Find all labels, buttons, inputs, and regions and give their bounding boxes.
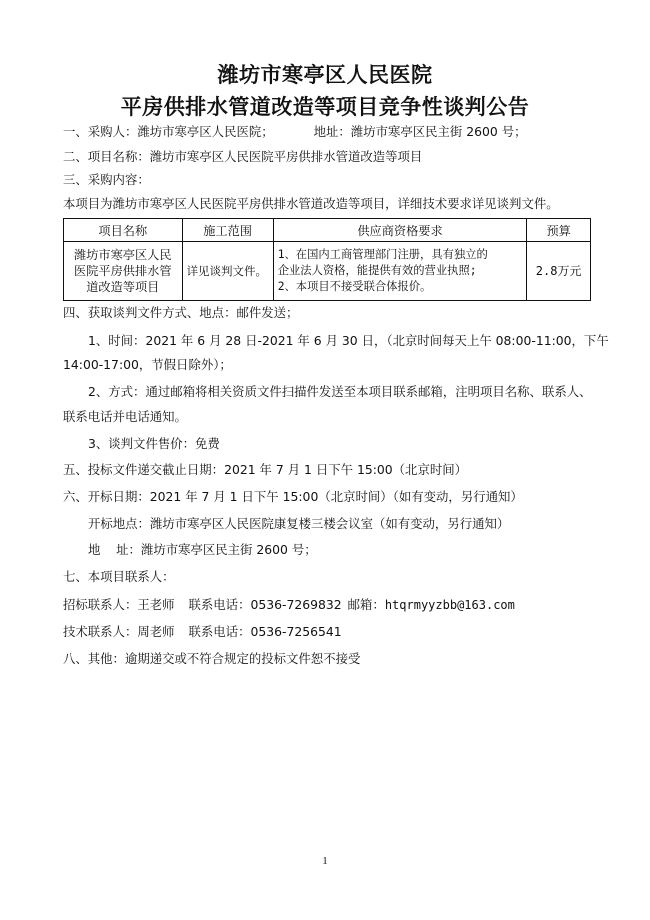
table-header: 供应商资格要求	[273, 219, 527, 242]
requirement-line: 1、在国内工商管理部门注册，具有独立的	[277, 248, 488, 261]
project-intro: 本项目为潍坊市寒亭区人民医院平房供排水管道改造等项目，详细技术要求详见谈判文件。	[63, 196, 559, 211]
table-header-row	[64, 219, 591, 242]
acquisition-method-line2: 联系电话并电话通知。	[63, 409, 187, 424]
section-purchaser	[63, 124, 527, 140]
table-row	[64, 242, 591, 301]
requirement-line: 企业法人资格，能提供有效的营业执照;	[277, 264, 477, 277]
table-header: 预算	[527, 219, 591, 242]
opening-address-label: 地 址：	[88, 542, 141, 557]
acquisition-time-line1: 1、时间：2021 年 6 月 28 日-2021 年 6 月 30 日，（北京时间每天上午 08:00-11:00，下午	[88, 333, 609, 348]
tender-contact-line	[63, 597, 515, 613]
section-acquisition: 四、获取谈判文件方式、地点：邮件发送；	[63, 305, 299, 320]
tender-contact-name: 招标联系人：王老师	[63, 597, 175, 612]
table-header: 项目名称	[64, 219, 183, 242]
table-cell-scope: 详见谈判文件。	[182, 242, 273, 301]
tech-contact-name: 技术联系人：周老师	[63, 624, 175, 639]
tender-contact-phone: 联系电话：0536-7269832	[188, 597, 342, 612]
document-title-line2: 平房供排水管道改造等项目竞争性谈判公告	[120, 94, 530, 119]
page-number: 1	[322, 855, 328, 867]
table-cell-requirements	[273, 242, 527, 301]
section-deadline: 五、投标文件递交截止日期：2021 年 7 月 1 日下午 15:00（北京时间）	[63, 462, 468, 477]
table-cell-budget: 2.8万元	[527, 242, 591, 301]
document-title-line1: 潍坊市寒亭区人民医院	[217, 62, 433, 87]
contact-email[interactable]: htqrmyyzbb@163.com	[384, 598, 515, 612]
purchaser-text: 一、采购人：潍坊市寒亭区人民医院；	[63, 124, 274, 139]
table-header: 施工范围	[182, 219, 273, 242]
requirement-line: 2、本项目不接受联合体报价。	[277, 280, 432, 293]
project-table	[63, 218, 591, 301]
section-other: 八、其他：逾期递交或不符合规定的投标文件恕不接受	[63, 651, 361, 666]
opening-address	[88, 542, 317, 558]
section-contacts: 七、本项目联系人：	[63, 569, 175, 584]
tech-contact-line	[63, 624, 342, 640]
email-label: 邮箱：	[347, 597, 385, 612]
document-price: 3、谈判文件售价：免费	[88, 436, 220, 451]
acquisition-time-line2: 14:00-17:00，节假日除外）；	[63, 357, 232, 372]
project-name-line: 医院平房供排水管	[74, 264, 172, 278]
section-purchase-content: 三、采购内容：	[63, 172, 150, 187]
opening-address-value: 潍坊市寒亭区民主街 2600 号；	[140, 542, 317, 557]
project-name-line: 道改造等项目	[86, 280, 160, 294]
section-opening-date: 六、开标日期：2021 年 7 月 1 日下午 15:00（北京时间）（如有变动，另行通知）	[63, 489, 523, 504]
opening-place: 开标地点：潍坊市寒亭区人民医院康复楼三楼会议室（如有变动，另行通知）	[88, 516, 510, 531]
tech-contact-phone: 联系电话：0536-7256541	[188, 624, 342, 639]
purchaser-address: 地址：潍坊市寒亭区民主街 2600 号；	[313, 124, 527, 139]
table-cell-project-name	[64, 242, 183, 301]
project-name-line: 潍坊市寒亭区人民	[74, 248, 172, 262]
acquisition-method-line1: 2、方式：通过邮箱将相关资质文件扫描件发送至本项目联系邮箱，注明项目名称、联系人、	[88, 384, 592, 399]
section-project-name: 二、项目名称：潍坊市寒亭区人民医院平房供排水管道改造等项目	[63, 149, 423, 164]
